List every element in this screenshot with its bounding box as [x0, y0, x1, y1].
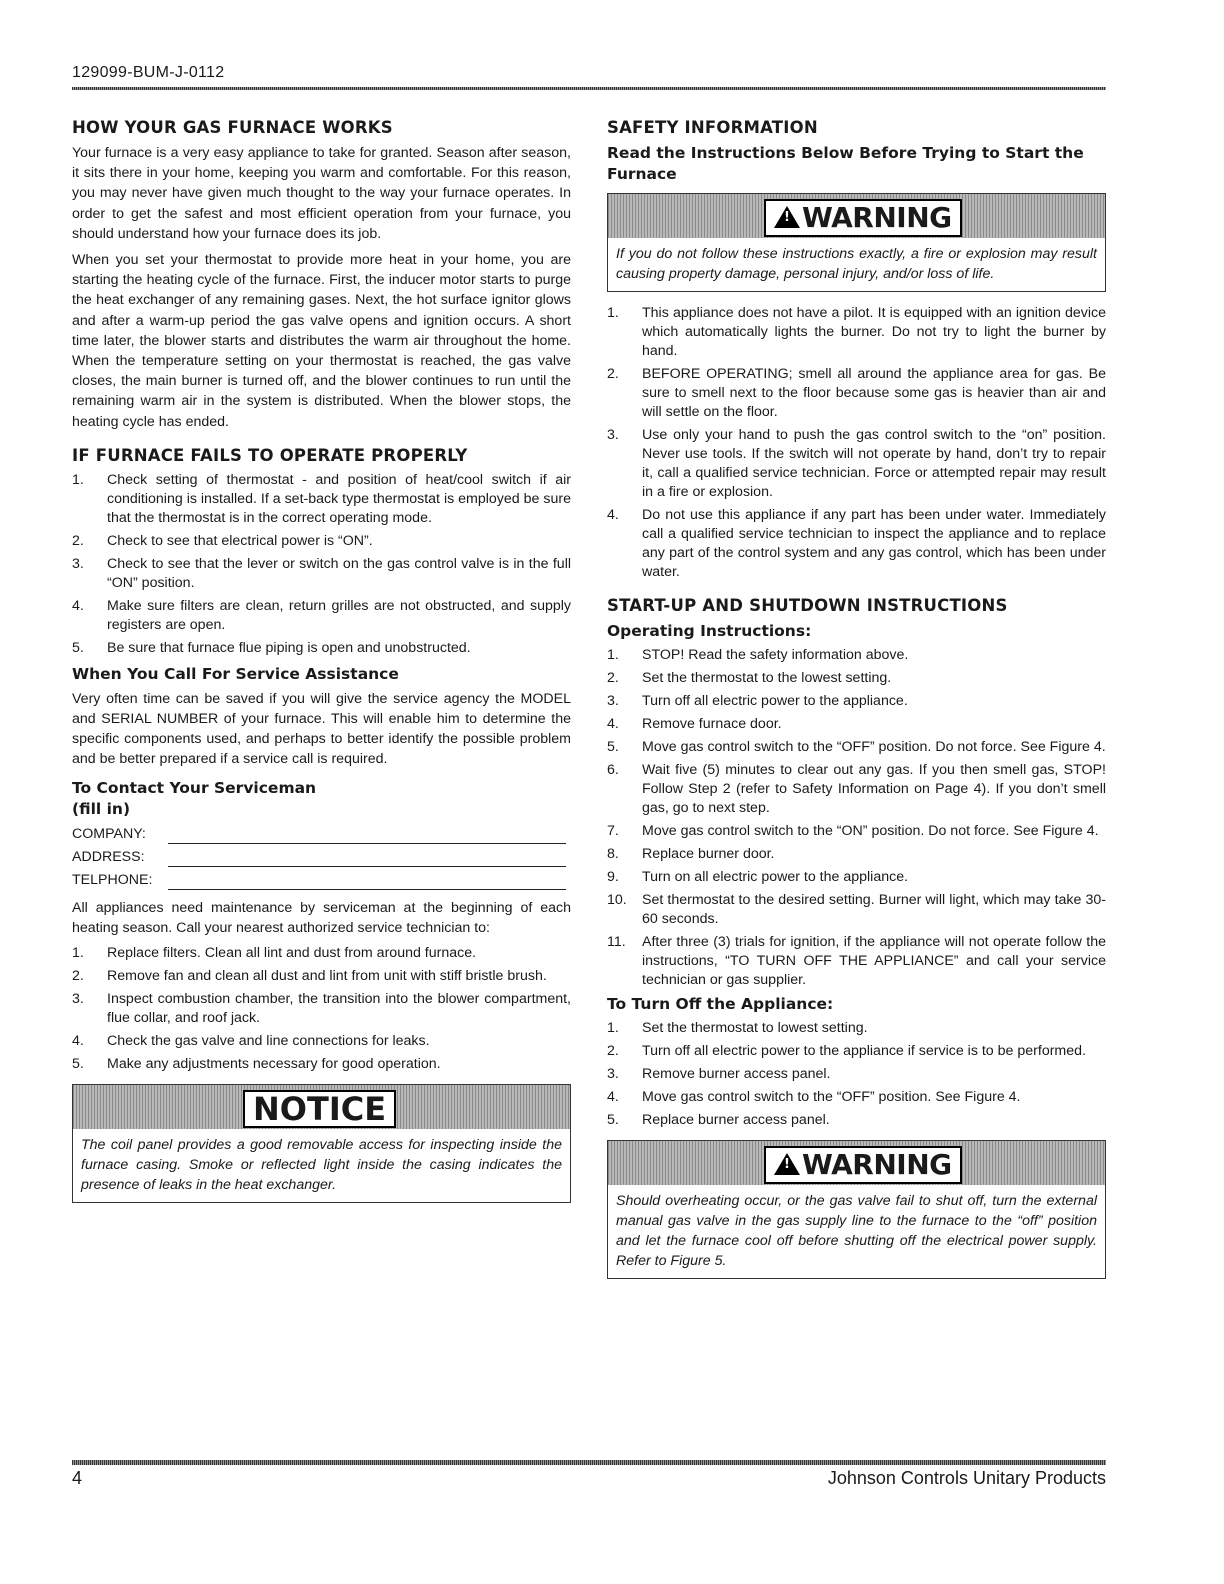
- contact-heading: To Contact Your Serviceman: [72, 778, 317, 797]
- list-item-number: 2.: [72, 532, 84, 549]
- list-item-number: 4.: [607, 1089, 619, 1105]
- safety-list: [607, 304, 1106, 582]
- how-paragraph-1: Your furnace is a very easy appliance to take for granted. Season after season, it sits there in your home, keeping you warm and comfortable. For this reason, you may never have given much thought to the way your furnace operates. In order to get the safest and most efficient operation from your furnace, you should understand how your furnace does its job.: [72, 145, 571, 242]
- fails-heading: IF FURNACE FAILS TO OPERATE PROPERLY: [72, 445, 468, 465]
- list-item-text: Remove fan and clean all dust and lint from unit with stiff bristle brush.: [107, 968, 547, 985]
- list-item-text: Replace filters. Clean all lint and dust from around furnace.: [107, 945, 477, 962]
- warning-banner-1: [608, 194, 1105, 238]
- list-item-text: Turn off all electric power to the appliance if service is to be performed.: [642, 1043, 1086, 1059]
- list-item-number: 5.: [607, 1112, 619, 1128]
- list-item: [607, 891, 1106, 929]
- safety-heading: SAFETY INFORMATION: [607, 118, 818, 137]
- list-item-number: 6.: [607, 762, 619, 778]
- list-item: [607, 868, 1106, 887]
- list-item: [607, 1088, 1106, 1107]
- list-item: [607, 646, 1106, 665]
- list-item: [72, 532, 571, 551]
- list-item-number: 3.: [72, 555, 84, 572]
- address-line[interactable]: [168, 852, 566, 867]
- list-item: [607, 738, 1106, 757]
- list-item-number: 3.: [607, 693, 619, 709]
- warning-badge-1: [764, 199, 962, 237]
- left-column: [72, 118, 571, 1203]
- notice-box: [72, 1084, 571, 1203]
- list-item-text: Move gas control switch to the “OFF” position. See Figure 4.: [642, 1089, 1021, 1105]
- warning-badge-2: [764, 1146, 962, 1184]
- address-label: ADDRESS:: [72, 848, 145, 865]
- list-item: [607, 933, 1106, 990]
- operating-heading: Operating Instructions:: [607, 622, 812, 640]
- list-item-text: This appliance does not have a pilot. It is equipped with an ignition device which automatically lights the burner. Do not try to light the burner by hand.: [642, 305, 1106, 359]
- list-item-text: Be sure that furnace flue piping is open and unobstructed.: [107, 639, 471, 656]
- list-item-number: 7.: [607, 823, 619, 839]
- list-item-number: 3.: [607, 427, 619, 443]
- list-item-number: 4.: [607, 507, 619, 523]
- list-item-number: 4.: [72, 597, 84, 614]
- right-column: [607, 118, 1106, 1279]
- notice-banner: [73, 1085, 570, 1129]
- list-item-text: Move gas control switch to the “ON” position. Do not force. See Figure 4.: [642, 823, 1099, 839]
- list-item: [607, 692, 1106, 711]
- list-item: [607, 1042, 1106, 1061]
- list-item: [607, 761, 1106, 818]
- maintenance-list: [72, 944, 571, 1074]
- list-item: [607, 669, 1106, 688]
- turn-off-heading: To Turn Off the Appliance:: [607, 995, 834, 1013]
- contact-subheading: (fill in): [72, 799, 131, 818]
- list-item-text: Check the gas valve and line connections for leaks.: [107, 1033, 430, 1050]
- maintenance-paragraph: All appliances need maintenance by serviceman at the beginning of each heating season. Call your nearest authorized service technician to:: [72, 899, 571, 936]
- list-item: [607, 426, 1106, 502]
- list-item: [607, 1065, 1106, 1084]
- list-item-number: 2.: [607, 670, 619, 686]
- list-item-number: 1.: [72, 945, 84, 962]
- list-item-text: Make sure filters are clean, return grilles are not obstructed, and supply registers are open.: [107, 597, 571, 633]
- list-item: [607, 845, 1106, 864]
- list-item-text: Replace burner door.: [642, 846, 775, 862]
- page-number: 4: [72, 1468, 83, 1488]
- list-item-text: STOP! Read the safety information above.: [642, 647, 909, 663]
- list-item: [72, 1032, 571, 1051]
- list-item-text: Turn on all electric power to the appliance.: [642, 869, 909, 885]
- warning-box-2: [607, 1140, 1106, 1279]
- company-line[interactable]: [168, 829, 566, 844]
- list-item-number: 9.: [607, 869, 619, 885]
- list-item-text: Remove furnace door.: [642, 716, 782, 732]
- list-item-text: Turn off all electric power to the appliance.: [642, 693, 908, 709]
- phone-field[interactable]: [72, 870, 571, 890]
- operating-list: [607, 646, 1106, 990]
- turn-off-list: [607, 1019, 1106, 1130]
- list-item-number: 1.: [607, 647, 619, 663]
- fails-list: [72, 471, 571, 658]
- list-item-number: 11.: [607, 934, 626, 950]
- list-item-text: Check to see that electrical power is “ON”.: [107, 532, 373, 549]
- list-item-text: Make any adjustments necessary for good operation.: [107, 1056, 441, 1073]
- footer-rule: [72, 1460, 1106, 1465]
- list-item: [607, 1019, 1106, 1038]
- list-item-number: 5.: [607, 739, 619, 755]
- phone-label: TELPHONE:: [72, 871, 153, 888]
- list-item: [607, 365, 1106, 422]
- company-label: COMPANY:: [72, 825, 146, 842]
- list-item-number: 4.: [607, 716, 619, 732]
- list-item: [72, 990, 571, 1028]
- list-item-number: 1.: [72, 471, 84, 488]
- list-item-number: 10.: [607, 892, 627, 908]
- address-field[interactable]: [72, 847, 571, 867]
- list-item-number: 8.: [607, 846, 619, 862]
- phone-line[interactable]: [168, 875, 566, 890]
- list-item-text: Set the thermostat to the lowest setting.: [642, 670, 892, 686]
- list-item: [72, 944, 571, 963]
- list-item-text: Replace burner access panel.: [642, 1112, 830, 1128]
- warning-label-2: WARNING: [802, 1148, 952, 1181]
- list-item-number: 2.: [72, 968, 84, 985]
- footer-company: Johnson Controls Unitary Products: [827, 1468, 1106, 1488]
- service-assistance-heading: When You Call For Service Assistance: [72, 664, 399, 683]
- list-item: [72, 471, 571, 528]
- startup-heading: START-UP AND SHUTDOWN INSTRUCTIONS: [607, 596, 1008, 615]
- list-item-number: 3.: [607, 1066, 619, 1082]
- list-item: [72, 639, 571, 658]
- notice-text: The coil panel provides a good removable access for inspecting inside the furnace casing. Smoke or reflected light inside the casing indicates the presence of leaks in the heat exchanger.: [81, 1137, 562, 1194]
- warning-label-1: WARNING: [802, 201, 952, 234]
- header-rule: [72, 87, 1106, 90]
- list-item-text: Move gas control switch to the “OFF” position. Do not force. See Figure 4.: [642, 739, 1106, 755]
- list-item-text: After three (3) trials for ignition, if the appliance will not operate follow the instructions, “TO TURN OFF THE APPLIANCE” and call your service technician or gas supplier.: [642, 934, 1106, 988]
- list-item-text: Wait five (5) minutes to clear out any gas. If you then smell gas, STOP! Follow Step 2 (refer to Safety Information on Page 4). If you don’t smell gas, go to next step.: [642, 762, 1106, 816]
- warning-box-1: [607, 193, 1106, 292]
- list-item-number: 1.: [607, 305, 619, 321]
- safety-subheading: Read the Instructions Below Before Trying to Start the Furnace: [607, 144, 1084, 183]
- list-item: [72, 967, 571, 986]
- list-item: [72, 597, 571, 635]
- document-id: 129099-BUM-J-0112: [72, 64, 225, 81]
- list-item-text: Remove burner access panel.: [642, 1066, 831, 1082]
- service-paragraph: Very often time can be saved if you will give the service agency the MODEL and SERIAL NUMBER of your furnace. This will enable him to determine the specific components used, and perhaps to better identify the possible problem and be better prepared if a service call is required.: [72, 690, 571, 768]
- list-item-number: 3.: [72, 991, 84, 1008]
- warning-banner-2: [608, 1141, 1105, 1185]
- list-item-text: Do not use this appliance if any part has been under water. Immediately call a qualified service technician to inspect the appliance and to replace any part of the control system and any gas control, which has been under water.: [642, 507, 1106, 580]
- how-paragraph-2: When you set your thermostat to provide more heat in your home, you are starting the heating cycle of the furnace. First, the inducer motor starts to purge the heat exchanger of any remaining gases. Next, the hot surface ignitor glows and after a warm-up period the gas valve opens and ignition occurs. A short time later, the blower starts and distributes the warm air throughout the home. When the temperature setting on your thermostat is reached, the gas valve closes, the main burner is turned off, and the blower continues to run until the remaining warm air in the system is distributed. When the blower stops, the heating cycle has ended.: [72, 252, 571, 430]
- company-field[interactable]: [72, 824, 571, 844]
- list-item-text: Check to see that the lever or switch on the gas control valve is in the full “ON” position.: [107, 555, 571, 591]
- list-item-text: Inspect combustion chamber, the transition into the blower compartment, flue collar, and roof jack.: [107, 991, 571, 1027]
- list-item-number: 5.: [72, 639, 84, 656]
- list-item-text: Check setting of thermostat - and position of heat/cool switch if air conditioning is installed. If a set-back type thermostat is employed be sure that the thermostat is in the correct operating mode.: [107, 471, 571, 526]
- list-item-number: 2.: [607, 366, 619, 382]
- notice-label: NOTICE: [243, 1090, 396, 1128]
- list-item: [72, 555, 571, 593]
- warning-text-2: Should overheating occur, or the gas valve fail to shut off, turn the external manual gas valve in the gas supply line to the furnace to the “off” position and let the furnace cool off before shutting off the electrical power supply. Refer to Figure 5.: [616, 1193, 1097, 1269]
- warning-triangle-icon: [774, 1153, 800, 1175]
- warning-triangle-icon: [774, 206, 800, 228]
- list-item-text: Set thermostat to the desired setting. Burner will light, which may take 30-60 seconds.: [642, 892, 1106, 927]
- list-item-number: 1.: [607, 1020, 619, 1036]
- list-item-text: Use only your hand to push the gas control switch to the “on” position. Never use tools. If the switch will not operate by hand, don’t try to repair it, call a qualified service technician. Force or attempted repair may result in a fire or explosion.: [642, 427, 1106, 500]
- list-item-text: BEFORE OPERATING; smell all around the appliance area for gas. Be sure to smell next to the floor because some gas is heavier than air and will settle on the floor.: [642, 366, 1106, 420]
- list-item: [607, 1111, 1106, 1130]
- list-item: [72, 1055, 571, 1074]
- list-item-number: 2.: [607, 1043, 619, 1059]
- list-item: [607, 822, 1106, 841]
- list-item-number: 4.: [72, 1033, 84, 1050]
- list-item-text: Set the thermostat to lowest setting.: [642, 1020, 868, 1036]
- list-item: [607, 715, 1106, 734]
- warning-text-1: If you do not follow these instructions exactly, a fire or explosion may result causing property damage, personal injury, and/or loss of life.: [616, 246, 1097, 282]
- how-furnace-works-heading: HOW YOUR GAS FURNACE WORKS: [72, 118, 393, 137]
- list-item: [607, 304, 1106, 361]
- list-item: [607, 506, 1106, 582]
- list-item-number: 5.: [72, 1056, 84, 1073]
